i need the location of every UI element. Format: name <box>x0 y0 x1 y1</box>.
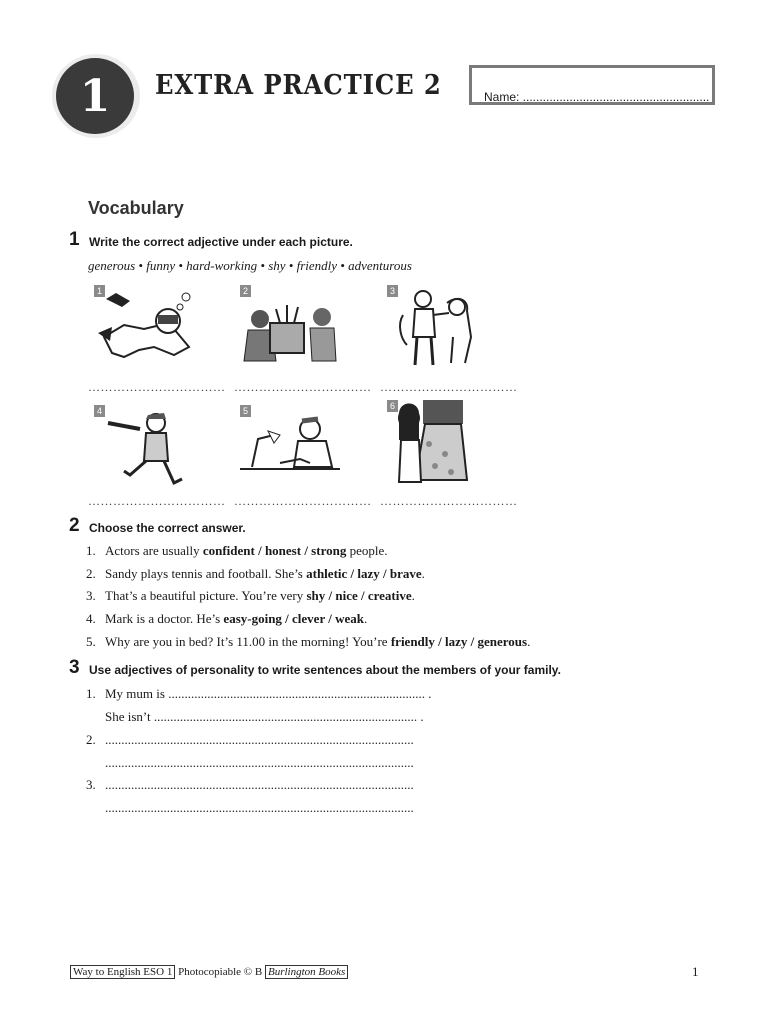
answer-line-2[interactable]: …………………………… <box>234 380 372 394</box>
diver-icon <box>94 285 224 371</box>
footer <box>70 966 348 978</box>
picture-2-label: 2 <box>240 285 251 297</box>
footer-copyright: Photocopiable © <box>178 966 253 978</box>
exercise-1-instruction: Write the correct adjective under each picture. <box>89 235 353 249</box>
exercise-1-number: 1 <box>69 229 80 250</box>
ex2-item-4: 4. Mark is a doctor. He’s easy-going / clever / weak. <box>86 611 368 626</box>
unit-number: 1 <box>56 58 134 134</box>
answer-line-3[interactable]: …………………………… <box>380 380 518 394</box>
footer-book: Way to English ESO 1 <box>70 965 175 979</box>
ex3-line-3[interactable]: 2. ............................................................................................... <box>86 732 414 747</box>
picture-1 <box>94 285 224 371</box>
exercise-3-instruction: Use adjectives of personality to write sentences about the members of your family. <box>89 663 561 677</box>
gift-giving-icon <box>240 285 370 371</box>
ex3-line-1[interactable]: 1. My mum is ............................................................................... . <box>86 686 432 701</box>
word-bank: generous • funny • hard-working • shy • friendly • adventurous <box>88 258 412 273</box>
answer-line-4[interactable]: …………………………… <box>88 494 226 508</box>
name-label: Name: ........................................................ <box>484 90 710 104</box>
picture-1-label: 1 <box>94 285 105 297</box>
answer-line-5[interactable]: …………………………… <box>234 494 372 508</box>
ex2-options-5[interactable]: friendly / lazy / generous <box>390 634 528 649</box>
ex2-item-5: 5. Why are you in bed? It’s 11.00 in the morning! You’re friendly / lazy / generous. <box>86 634 531 649</box>
footer-b-logo: B <box>254 966 263 978</box>
footer-publisher: Burlington Books <box>265 965 348 979</box>
name-field[interactable] <box>469 65 715 105</box>
ex2-item-2: 2. Sandy plays tennis and football. She’s athletic / lazy / brave. <box>86 566 425 581</box>
ex2-options-4[interactable]: easy-going / clever / weak <box>223 611 364 626</box>
answer-line-6[interactable]: …………………………… <box>380 494 518 508</box>
picture-2 <box>240 285 370 371</box>
ex2-options-2[interactable]: athletic / lazy / brave <box>306 566 422 581</box>
page-number: 1 <box>692 964 699 979</box>
picture-4 <box>94 405 224 491</box>
picture-4-label: 4 <box>94 405 105 417</box>
ex3-line-5[interactable]: 3. ............................................................................................... <box>86 777 414 792</box>
boy-studying-icon <box>240 405 370 491</box>
picture-3-label: 3 <box>387 285 398 297</box>
exercise-2-number: 2 <box>69 515 80 536</box>
picture-6 <box>387 400 517 486</box>
answer-line-1[interactable]: …………………………… <box>88 380 226 394</box>
explorer-icon <box>94 405 224 491</box>
page-title: EXTRA PRACTICE 2 <box>155 70 442 101</box>
ex2-item-1: 1. Actors are usually confident / honest / strong people. <box>86 543 388 558</box>
shy-girl-icon <box>387 400 517 486</box>
exercise-3-number: 3 <box>69 657 80 678</box>
section-title: Vocabulary <box>88 198 184 218</box>
exercise-2-instruction: Choose the correct answer. <box>89 521 246 535</box>
ex2-item-3: 3. That’s a beautiful picture. You’re very shy / nice / creative. <box>86 588 415 603</box>
picture-5 <box>240 405 370 491</box>
ex3-line-2[interactable]: She isn’t ................................................................................. . <box>105 709 424 724</box>
picture-3 <box>387 285 517 371</box>
picture-6-label: 6 <box>387 400 398 412</box>
ex3-line-6[interactable]: ............................................................................................... <box>105 800 414 815</box>
ex2-options-1[interactable]: confident / honest / strong <box>202 543 347 558</box>
boy-with-dog-icon <box>387 285 517 371</box>
ex2-options-3[interactable]: shy / nice / creative <box>306 588 412 603</box>
picture-5-label: 5 <box>240 405 251 417</box>
ex3-line-4[interactable]: ............................................................................................... <box>105 755 414 770</box>
